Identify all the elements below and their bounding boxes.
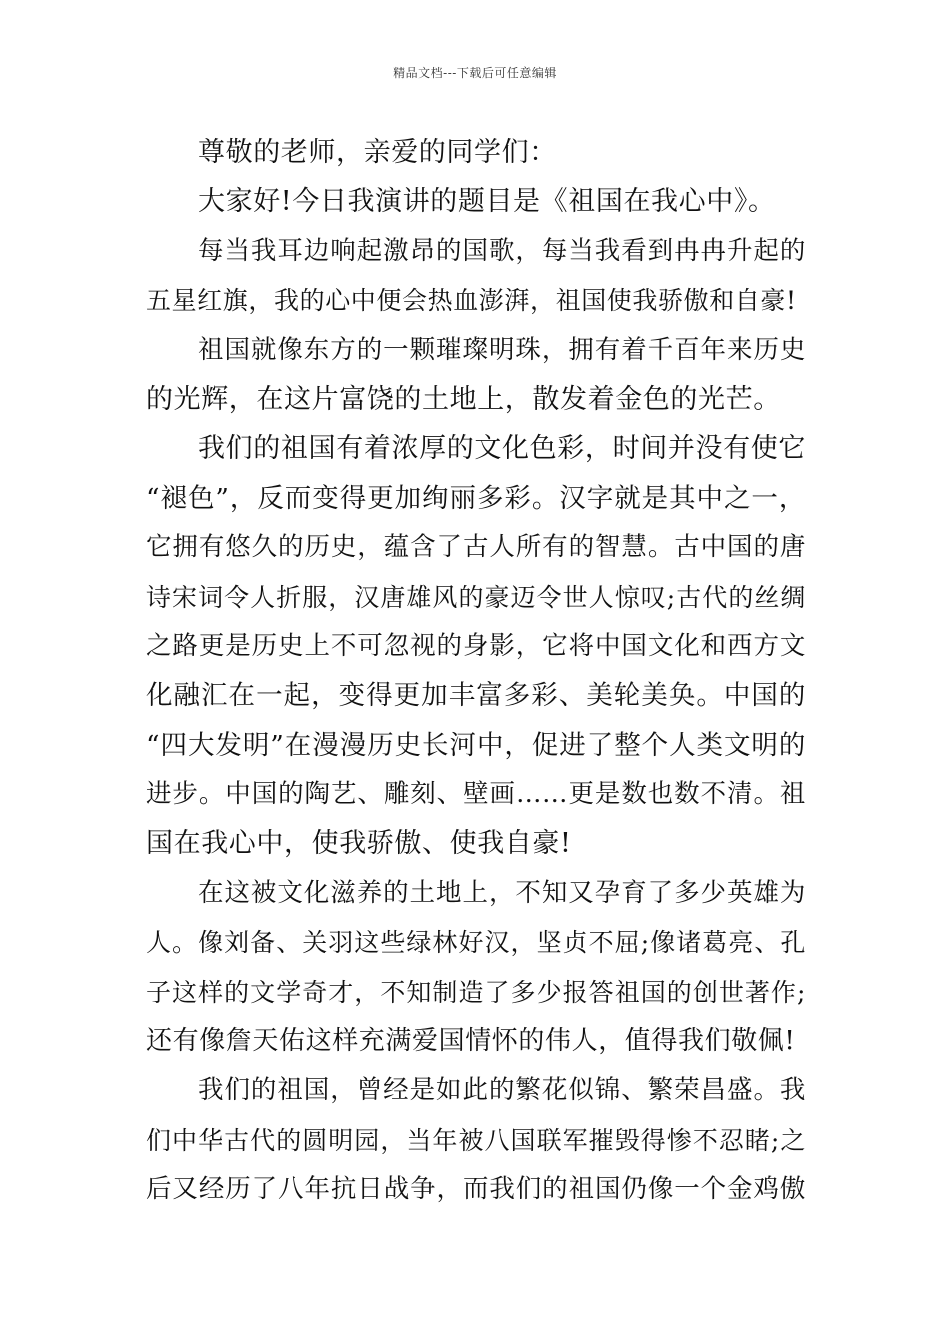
text-line: 子这样的文学奇才，不知制造了多少报答祖国的创世著作; bbox=[146, 977, 806, 1007]
text-line: 的光辉，在这片富饶的土地上，散发着金色的光芒。 bbox=[146, 383, 781, 415]
text-line: 我们的祖国有着浓厚的文化色彩，时间并没有使它 bbox=[198, 433, 806, 465]
text-line: 化融汇在一起，变得更加丰富多彩、美轮美奂。中国的 bbox=[146, 680, 806, 712]
text-line: 之路更是历史上不可忽视的身影，它将中国文化和西方文 bbox=[146, 630, 806, 661]
text-line: 五星红旗，我的心中便会热血澎湃，祖国使我骄傲和自豪! bbox=[146, 286, 797, 316]
speech-body bbox=[146, 128, 806, 1215]
text-line: 人。像刘备、关羽这些绿林好汉，坚贞不屈;像诸葛亮、孔 bbox=[146, 928, 806, 958]
text-line: 每当我耳边响起激昂的国歌，每当我看到冉冉升起的 bbox=[198, 235, 806, 266]
page-header: 精品文档---下载后可任意编辑 bbox=[393, 66, 557, 80]
text-line: 还有像詹天佑这样充满爱国情怀的伟人，值得我们敬佩! bbox=[146, 1026, 796, 1057]
text-line: 在这被文化滋养的土地上，不知又孕育了多少英雄为 bbox=[198, 877, 806, 908]
text-line: 尊敬的老师，亲爱的同学们： bbox=[198, 137, 557, 168]
text-line: 国在我心中，使我骄傲、使我自豪! bbox=[146, 828, 572, 860]
text-line: 它拥有悠久的历史，蕴含了古人所有的智慧。古中国的唐 bbox=[146, 532, 806, 563]
text-line: 后又经历了八年抗日战争，而我们的祖国仍像一个金鸡傲 bbox=[146, 1174, 806, 1205]
text-line: 们中华古代的圆明园，当年被八国联军摧毁得惨不忍睹;之 bbox=[146, 1125, 806, 1155]
text-line: 我们的祖国，曾经是如此的繁花似锦、繁荣昌盛。我 bbox=[198, 1075, 806, 1106]
text-line: 祖国就像东方的一颗璀璨明珠，拥有着千百年来历史 bbox=[198, 334, 806, 365]
text-line: “四大发明”在漫漫历史长河中，促进了整个人类文明的 bbox=[146, 729, 806, 761]
text-line: 诗宋词令人折服，汉唐雄风的豪迈令世人惊叹;古代的丝绸 bbox=[146, 582, 806, 612]
text-line: 进步。中国的陶艺、雕刻、壁画……更是数也数不清。祖 bbox=[146, 779, 806, 810]
text-line: “褪色”，反而变得更加绚丽多彩。汉字就是其中之一， bbox=[146, 482, 806, 514]
text-line: 大家好!今日我演讲的题目是《祖国在我心中》。 bbox=[198, 186, 776, 218]
